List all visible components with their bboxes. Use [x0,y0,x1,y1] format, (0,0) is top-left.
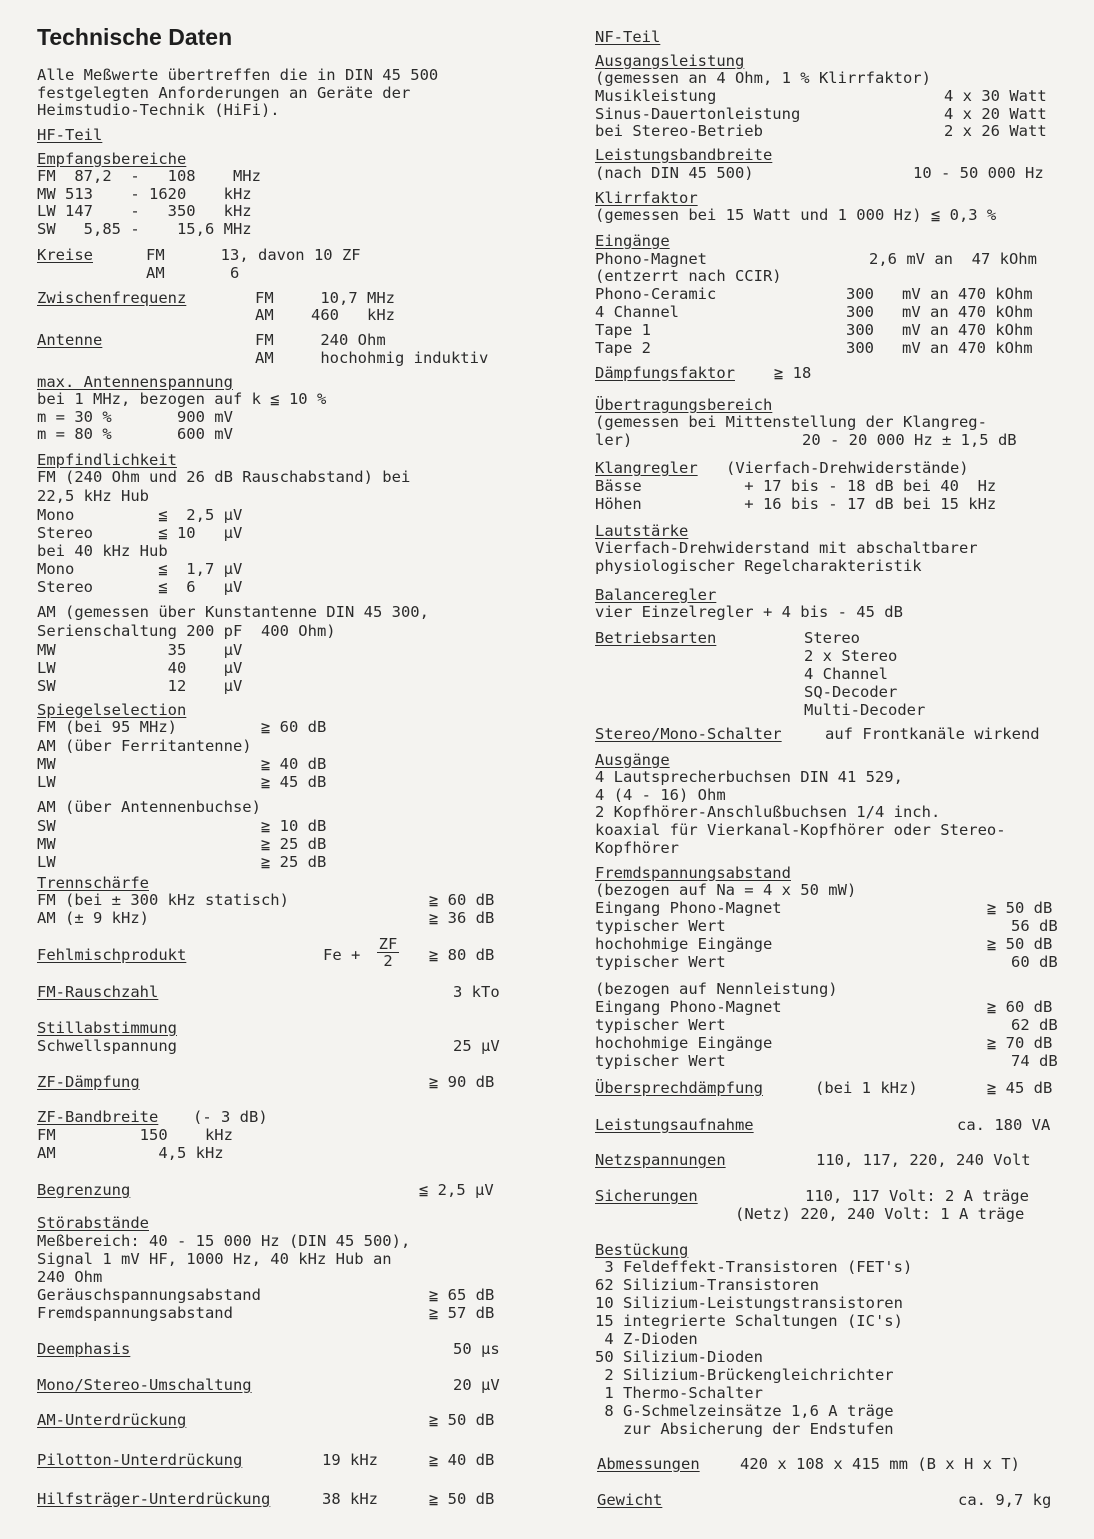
spec-line: ≧ 50 dB [429,1411,495,1429]
spec-line: Schwellspannung [37,1037,177,1055]
spec-line: 60 dB [1011,953,1058,971]
spec-line: AM 6 [146,264,240,282]
spec-line: Fe + [323,946,361,964]
spec-line: ≧ 18 [774,364,812,382]
spec-line: ≦ 2,5 µV [419,1181,494,1199]
spec-line: FM 10,7 MHz [255,289,395,307]
spec-line: 4 x 20 Watt [944,105,1047,123]
spec-line: Kopfhörer [595,839,679,857]
section-heading: Klangregler [595,459,698,477]
spec-line: 19 kHz [322,1451,378,1469]
spec-line: LW ≧ 45 dB [37,773,327,791]
spec-line: typischer Wert [595,917,726,935]
spec-line: AM (gemessen über Kunstantenne DIN 45 300, [37,603,429,621]
section-heading: max. Antennenspannung [37,373,233,391]
spec-line: ≧ 50 dB [987,935,1053,953]
spec-line: 110, 117 Volt: 2 A träge [805,1187,1029,1205]
spec-line: hochohmige Eingänge [595,1034,773,1052]
spec-line: 300 mV an 470 kOhm [846,303,1033,321]
spec-line: ca. 180 VA [957,1116,1051,1134]
spec-line: SQ-Decoder [804,683,898,701]
spec-line: AM 4,5 kHz [37,1144,224,1162]
spec-line: ≧ 57 dB [429,1304,495,1322]
section-heading: Trennschärfe [37,874,149,892]
section-heading: AM-Unterdrückung [37,1411,187,1429]
spec-line: 3 kTo [453,983,500,1001]
section-heading: Netzspannungen [595,1151,726,1169]
spec-line: 2 Kopfhörer-Anschlußbuchsen 1/4 inch. [595,803,941,821]
spec-line: Fremdspannungsabstand [37,1304,233,1322]
spec-line: Phono-Ceramic [595,285,717,303]
section-heading: Fremdspannungsabstand [595,864,791,882]
spec-line: ≧ 80 dB [429,946,495,964]
section-heading: Ausgangsleistung [595,52,745,70]
section-heading: Fehlmischprodukt [37,946,187,964]
spec-line: Multi-Decoder [804,701,926,719]
spec-line: ≧ 50 dB [429,1490,495,1508]
spec-line: 1 Thermo-Schalter [595,1384,763,1402]
spec-line: 38 kHz [322,1490,378,1508]
section-heading: Übertragungsbereich [595,396,773,414]
section-heading: Balanceregler [595,586,717,604]
spec-line: 240 Ohm [37,1268,103,1286]
spec-line: LW 147 - 350 kHz [37,202,252,220]
spec-line: 2,6 mV an 47 kOhm [869,250,1037,268]
spec-line: SW 12 µV [37,677,243,695]
spec-line: 2 x 26 Watt [944,122,1047,140]
spec-line: 420 x 108 x 415 mm (B x H x T) [740,1455,1020,1473]
fraction-numerator: ZF [378,935,398,953]
section-heading: Sicherungen [595,1187,698,1205]
spec-line: ≧ 40 dB [429,1451,495,1469]
spec-line: 20 - 20 000 Hz ± 1,5 dB [802,431,1017,449]
spec-line: auf Frontkanäle wirkend [825,725,1040,743]
spec-line: LW 40 µV [37,659,243,677]
section-heading: Empfangsbereiche [37,150,187,168]
spec-line: 25 µV [453,1037,500,1055]
spec-line: (Netz) 220, 240 Volt: 1 A träge [735,1205,1025,1223]
spec-line: AM 460 kHz [255,306,395,324]
spec-line: Mono ≦ 1,7 µV [37,560,243,578]
spec-line: AM hochohmig induktiv [255,349,489,367]
spec-line: 8 G-Schmelzeinsätze 1,6 A träge [595,1402,894,1420]
spec-line: SW ≧ 10 dB [37,817,327,835]
spec-line: MW 35 µV [37,641,243,659]
spec-line: 4 (4 - 16) Ohm [595,786,726,804]
spec-line: typischer Wert [595,1052,726,1070]
spec-line: Stereo ≦ 10 µV [37,524,243,542]
section-heading: ZF-Bandbreite [37,1108,159,1126]
spec-line: m = 80 % 600 mV [37,425,233,443]
spec-line: 4 Z-Dioden [595,1330,698,1348]
spec-line: 2 Silizium-Brückengleichrichter [595,1366,894,1384]
spec-line: (gemessen bei 15 Watt und 1 000 Hz) ≦ 0,3 % [595,206,997,224]
spec-line: Stereo ≦ 6 µV [37,578,243,596]
section-heading: Antenne [37,331,103,349]
spec-line: 4 Channel [804,665,888,683]
spec-line: 4 x 30 Watt [944,87,1047,105]
spec-line: typischer Wert [595,953,726,971]
spec-line: vier Einzelregler + 4 bis - 45 dB [595,603,903,621]
spec-line: MW ≧ 25 dB [37,835,327,853]
spec-line: ler) [595,431,633,449]
section-heading: Klirrfaktor [595,189,698,207]
spec-line: Mono ≦ 2,5 µV [37,506,243,524]
fraction-zf-2 [377,936,399,969]
spec-line: ≧ 65 dB [429,1286,495,1304]
spec-line: FM (bei ± 300 kHz statisch) [37,891,289,909]
section-heading: Dämpfungsfaktor [595,364,735,382]
spec-line: 74 dB [1011,1052,1058,1070]
spec-line: bei 40 kHz Hub [37,542,168,560]
spec-line: FM 150 kHz [37,1126,233,1144]
spec-line: 62 Silizium-Transistoren [595,1276,819,1294]
spec-line: Sinus-Dauertonleistung [595,105,801,123]
section-heading: Stillabstimmung [37,1019,177,1037]
spec-line: (- 3 dB) [193,1108,268,1126]
spec-line: AM (± 9 kHz) [37,909,149,927]
spec-line: 2 x Stereo [804,647,898,665]
spec-line: (Vierfach-Drehwiderstände) [726,459,969,477]
section-heading: HF-Teil [37,126,103,144]
section-heading: NF-Teil [595,28,661,46]
spec-line: (entzerrt nach CCIR) [595,267,782,285]
section-heading: Bestückung [595,1241,689,1259]
spec-line: 4 Lautsprecherbuchsen DIN 41 529, [595,768,903,786]
spec-line: 300 mV an 470 kOhm [846,339,1033,357]
spec-line: Tape 2 [595,339,651,357]
spec-line: ≧ 60 dB [429,891,495,909]
spec-line: ca. 9,7 kg [958,1491,1052,1509]
spec-line: AM (über Ferritantenne) [37,737,252,755]
section-heading: Lautstärke [595,522,689,540]
spec-line: (nach DIN 45 500) [595,164,754,182]
spec-line: LW ≧ 25 dB [37,853,327,871]
spec-line: bei 1 MHz, bezogen auf k ≦ 10 % [37,390,327,408]
spec-line: MW ≧ 40 dB [37,755,327,773]
spec-line: 50 Silizium-Dioden [595,1348,763,1366]
spec-line: hochohmige Eingänge [595,935,773,953]
spec-line: SW 5,85 - 15,6 MHz [37,220,252,238]
section-heading: FM-Rauschzahl [37,983,159,1001]
spec-line: Meßbereich: 40 - 15 000 Hz (DIN 45 500), [37,1232,411,1250]
spec-line: 300 mV an 470 kOhm [846,321,1033,339]
section-heading: Mono/Stereo-Umschaltung [37,1376,252,1394]
spec-line: Bässe + 17 bis - 18 dB bei 40 Hz [595,477,997,495]
page-title: Technische Daten [37,24,233,50]
spec-line: festgelegten Anforderungen an Geräte der [37,84,411,102]
spec-line: 10 - 50 000 Hz [913,164,1044,182]
spec-line: bei Stereo-Betrieb [595,122,763,140]
section-heading: Störabstände [37,1214,149,1232]
fraction-denominator: 2 [383,952,393,970]
spec-line: m = 30 % 900 mV [37,408,233,426]
spec-line: 3 Feldeffekt-Transistoren (FET's) [595,1258,913,1276]
spec-line: 50 µs [453,1340,500,1358]
spec-line: koaxial für Vierkanal-Kopfhörer oder Stereo- [595,821,1006,839]
spec-line: 20 µV [453,1376,500,1394]
section-heading: Leistungsaufnahme [595,1116,754,1134]
spec-line: FM (240 Ohm und 26 dB Rauschabstand) bei [37,468,411,486]
spec-line: 56 dB [1011,917,1058,935]
spec-line: FM (bei 95 MHz) ≧ 60 dB [37,718,327,736]
spec-line: (gemessen an 4 Ohm, 1 % Klirrfaktor) [595,69,931,87]
section-heading: Leistungsbandbreite [595,146,773,164]
spec-line: 22,5 kHz Hub [37,487,149,505]
spec-line: Eingang Phono-Magnet [595,998,782,1016]
spec-line: ≧ 70 dB [987,1034,1053,1052]
spec-line: Alle Meßwerte übertreffen die in DIN 45 500 [37,66,439,84]
spec-line: Phono-Magnet [595,250,707,268]
spec-line: ≧ 36 dB [429,909,495,927]
spec-line: Heimstudio-Technik (HiFi). [37,101,280,119]
spec-line: FM 87,2 - 108 MHz [37,167,261,185]
spec-line: 62 dB [1011,1016,1058,1034]
spec-line: Musikleistung [595,87,717,105]
spec-line: FM 13, davon 10 ZF [146,246,361,264]
spec-line: 10 Silizium-Leistungstransistoren [595,1294,903,1312]
spec-line: FM 240 Ohm [255,331,386,349]
spec-line: physiologischer Regelcharakteristik [595,557,922,575]
section-heading: Abmessungen [597,1455,700,1473]
spec-line: Serienschaltung 200 pF 400 Ohm) [37,622,336,640]
spec-line: ≧ 60 dB [987,998,1053,1016]
section-heading: Empfindlichkeit [37,451,177,469]
section-heading: Zwischenfrequenz [37,289,187,307]
spec-line: Geräuschspannungsabstand [37,1286,261,1304]
section-heading: Ausgänge [595,751,670,769]
section-heading: Kreise [37,246,93,264]
section-heading: Betriebsarten [595,629,717,647]
spec-line: Stereo [804,629,860,647]
section-heading: Begrenzung [37,1181,131,1199]
section-heading: ZF-Dämpfung [37,1073,140,1091]
spec-line: (bei 1 kHz) [815,1079,918,1097]
section-heading: Gewicht [597,1491,663,1509]
spec-line: ≧ 90 dB [429,1073,495,1091]
spec-line: 110, 117, 220, 240 Volt [816,1151,1031,1169]
section-heading: Eingänge [595,232,670,250]
spec-line: ≧ 45 dB [987,1079,1053,1097]
spec-line: 15 integrierte Schaltungen (IC's) [595,1312,903,1330]
spec-line: Tape 1 [595,321,651,339]
spec-line: AM (über Antennenbuchse) [37,798,261,816]
spec-line: (bezogen auf Na = 4 x 50 mW) [595,881,857,899]
section-heading: Spiegelselection [37,701,187,719]
spec-line: (bezogen auf Nennleistung) [595,980,838,998]
spec-line: 4 Channel [595,303,679,321]
section-heading: Übersprechdämpfung [595,1079,763,1097]
spec-line: 300 mV an 470 kOhm [846,285,1033,303]
spec-line: typischer Wert [595,1016,726,1034]
spec-line: (gemessen bei Mittenstellung der Klangreg- [595,413,987,431]
spec-line: Höhen + 16 bis - 17 dB bei 15 kHz [595,495,997,513]
section-heading: Hilfsträger-Unterdrückung [37,1490,271,1508]
spec-line: MW 513 - 1620 kHz [37,185,252,203]
spec-line: zur Absicherung der Endstufen [595,1420,894,1438]
section-heading: Stereo/Mono-Schalter [595,725,782,743]
spec-line: Signal 1 mV HF, 1000 Hz, 40 kHz Hub an [37,1250,392,1268]
section-heading: Deemphasis [37,1340,131,1358]
spec-line: ≧ 50 dB [987,899,1053,917]
spec-line: Eingang Phono-Magnet [595,899,782,917]
section-heading: Pilotton-Unterdrückung [37,1451,243,1469]
spec-line: Vierfach-Drehwiderstand mit abschaltbarer [595,539,978,557]
